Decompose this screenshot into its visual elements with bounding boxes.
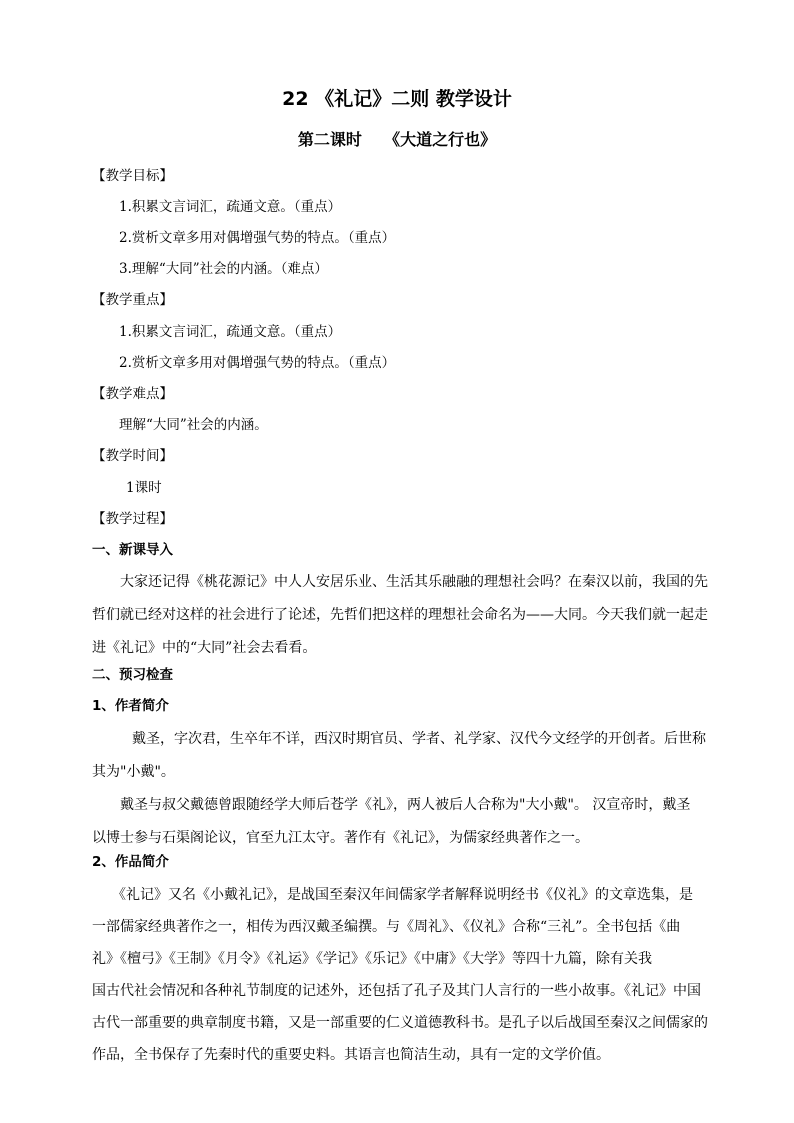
paragraph-line: 大家还记得《桃花源记》中人人安居乐业、生活其乐融融的理想社会吗？在秦汉以前，我国的先 xyxy=(120,574,708,590)
paragraph-line: 其为"小戴"。 xyxy=(92,764,175,780)
author-heading: 1、作者简介 xyxy=(92,698,169,714)
author-paragraph-1 xyxy=(92,723,706,789)
difficulty-heading: 【教学难点】 xyxy=(92,386,173,402)
paragraph-line: 国古代社会情况和各种礼节制度的记述外，还包括了孔子及其门人言行的一些小故事。《礼记》中国 xyxy=(92,983,701,999)
section-heading-intro: 一、新课导入 xyxy=(92,542,173,558)
key-points-heading: 【教学重点】 xyxy=(92,292,173,308)
paragraph-line: 作品，全书保存了先秦时代的重要史料。其语言也简洁生动，具有一定的文学价值。 xyxy=(92,1047,610,1063)
paragraph-line: 戴圣，字次君，生卒年不详，西汉时期官员、学者、礼学家、汉代今文经学的开创者。后世称 xyxy=(132,731,706,747)
work-paragraph xyxy=(92,879,708,1071)
key-point-item: 2.赏析文章多用对偶增强气势的特点。（重点） xyxy=(119,355,396,371)
paragraph-line: 哲们就已经对这样的社会进行了论述，先哲们把这样的理想社会命名为——大同。今天我们就一起走 xyxy=(92,607,708,623)
paragraph-line: 以博士参与石渠阁论议，官至九江太守。著作有《礼记》，为儒家经典著作之一。 xyxy=(92,830,589,846)
paragraph-line: 礼》《檀弓》《王制》《月令》《礼运》《学记》《乐记》《中庸》《大学》等四十九篇，除有关我 xyxy=(92,951,652,967)
lesson-subtitle: 第二课时 《大道之行也》 xyxy=(297,130,497,149)
paragraph-line: 一部儒家经典著作之一，相传为西汉戴圣编撰。与《周礼》、《仪礼》合称“三礼”。全书包括《曲 xyxy=(92,919,681,935)
goal-item: 1.积累文言词汇，疏通文意。（重点） xyxy=(119,199,342,215)
time-text: 1课时 xyxy=(126,480,162,496)
intro-paragraph xyxy=(92,566,708,665)
goal-item: 2.赏析文章多用对偶增强气势的特点。（重点） xyxy=(119,230,396,246)
work-heading: 2、作品简介 xyxy=(92,854,169,870)
paragraph-line: 古代一部重要的典章制度书籍，又是一部重要的仁义道德教科书。是孔子以后战国至秦汉之间儒家的 xyxy=(92,1015,708,1031)
paragraph-line: 《礼记》又名《小戴礼记》，是战国至秦汉年间儒家学者解释说明经书《仪礼》的文章选集，是 xyxy=(112,887,693,903)
key-point-item: 1.积累文言词汇，疏通文意。（重点） xyxy=(119,324,342,340)
time-heading: 【教学时间】 xyxy=(92,448,173,464)
goal-item: 3.理解“大同”社会的内涵。（难点） xyxy=(119,261,328,277)
author-paragraph-2 xyxy=(92,789,702,855)
document-title: 22 《礼记》二则 教学设计 xyxy=(282,88,512,110)
goals-heading: 【教学目标】 xyxy=(92,168,173,184)
section-heading-preview: 二、预习检查 xyxy=(92,667,173,683)
process-heading: 【教学过程】 xyxy=(92,511,173,527)
difficulty-text: 理解“大同”社会的内涵。 xyxy=(119,417,268,433)
paragraph-line: 进《礼记》中的“大同”社会去看看。 xyxy=(92,640,317,656)
paragraph-line: 戴圣与叔父戴德曾跟随经学大师后苍学《礼》，两人被后人合称为"大小戴"。 汉宣帝时，戴圣 xyxy=(120,797,691,813)
